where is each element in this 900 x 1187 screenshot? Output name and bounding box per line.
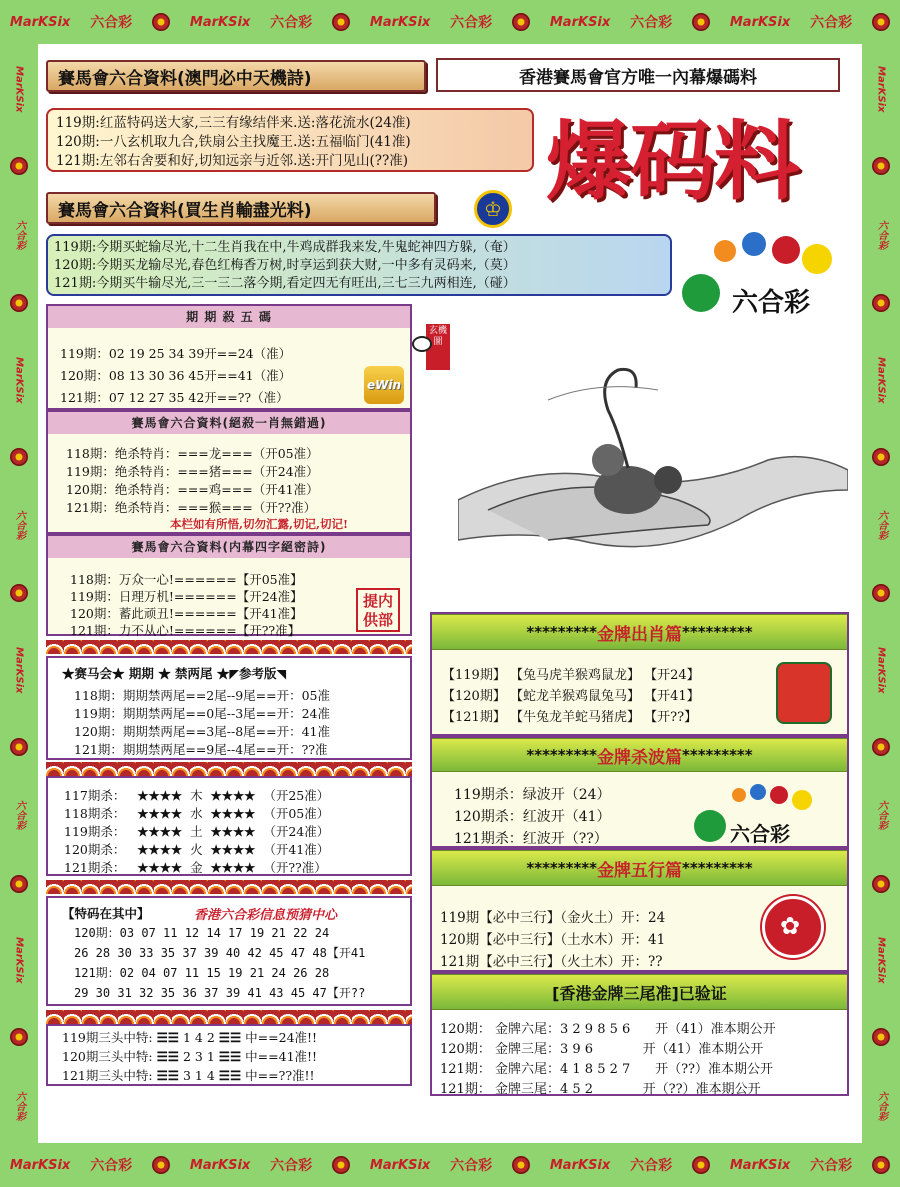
liuhecai-logo: 六合彩 [875, 219, 887, 250]
marksix-logo: MarKSix [189, 14, 251, 30]
gold-tail-row: 120期： 金牌三尾：3 9 6 开（41）准本期公开 [440, 1042, 764, 1057]
bauhinia-icon: ✿ [780, 912, 801, 940]
fourchar-row: 120期：蓄此顽丑!======【开41准】 [70, 606, 303, 621]
marksix-logo: MarKSix [729, 1157, 791, 1173]
flower-icon [872, 294, 890, 312]
kill5-title: 期 期 殺 五 碼 [48, 306, 410, 328]
poem-line: 120期:一八玄机取九合,铁扇公主找魔王.送:五福临门(41准) [56, 134, 411, 150]
liuhecai-logo: 六合彩 [450, 15, 493, 31]
flower-icon [872, 738, 890, 756]
lose-line: 121期:今期买牛输尽光,三一三二落今期,看定四无有旺出,三七三九两相连,（碰） [54, 276, 516, 291]
tail-row: 120期：期期禁两尾==3尾--8尾==开：41准 [74, 724, 331, 739]
liuhecai-logo: 六合彩 [630, 1158, 673, 1174]
flower-icon [872, 157, 890, 175]
special-row: 29 30 31 32 35 36 37 39 41 43 45 47【开?? [74, 986, 366, 1000]
element-row: 117期杀： ★★★★ 木 ★★★★ （开25准） [64, 788, 330, 803]
marksix-logo: MarKSix [13, 937, 25, 984]
element-row: 118期杀： ★★★★ 水 ★★★★ （开05准） [64, 806, 330, 821]
gold-wave-panel [430, 736, 849, 848]
marksix-logo: MarKSix [875, 356, 887, 404]
threehead-panel [46, 1024, 412, 1086]
marksix-logo: MarKSix [549, 14, 611, 30]
bottom-border [0, 1143, 900, 1187]
special-panel [46, 896, 412, 1006]
flower-icon [10, 157, 28, 175]
fourchar-row: 119期：日理万机!======【开24准】 [70, 589, 303, 604]
marksix-logo: MarKSix [369, 1157, 431, 1173]
gold-tail-row: 121期： 金牌三尾：4 5 2 开（??）准本期公开 [440, 1082, 761, 1097]
flower-icon [872, 1156, 890, 1174]
flower-icon [10, 1028, 28, 1046]
killzodiac-row: 121期：绝杀特肖：===猴===（开??准） [66, 500, 317, 515]
marksix-logo: MarKSix [189, 1157, 251, 1173]
liuhecai-logo: 六合彩 [13, 1090, 25, 1121]
monkey-illustration [458, 340, 848, 580]
xuanji-label: 玄機圖 [426, 324, 450, 370]
flower-icon [10, 875, 28, 893]
liuhecai-logo: 六合彩 [875, 800, 887, 831]
element-row: 119期杀： ★★★★ 土 ★★★★ （开24准） [64, 824, 330, 839]
gold-zodiac-panel [430, 612, 849, 736]
threehead-row: 119期三头中特: ☰☰ 1 4 2 ☰☰ 中==24准!! [62, 1030, 318, 1045]
scallop-divider [46, 640, 412, 654]
liuhecai-logo: 六合彩 [13, 800, 25, 831]
flower-icon [692, 13, 710, 31]
gold-five-row: 121期【必中三行】（火土木）开：?? [440, 954, 663, 970]
poem-line: 121期:左邻右舍要和好,切知远亲与近邻.送:开门见山(??准) [56, 153, 408, 169]
element-row: 120期杀： ★★★★ 火 ★★★★ （开41准） [64, 842, 330, 857]
tagline: 香港賽馬會官方唯一內幕爆碼料 [436, 58, 840, 92]
hand-icon [412, 336, 432, 352]
tail-row: 119期：期期禁两尾==0尾--3尾==开：24准 [74, 706, 331, 721]
fist-icon [776, 662, 832, 724]
gold-tail-row: 121期： 金牌六尾：4 1 8 5 2 7 开（??）准本期公开 [440, 1062, 774, 1077]
yellow-ball [792, 790, 812, 810]
blue-ball [750, 784, 766, 800]
gold-zodiac-row: 【120期】 【蛇龙羊猴鸡鼠兔马】 【开41】 [442, 689, 700, 704]
fourchar-title: 賽馬會六合資料(内幕四字絕密詩) [48, 536, 410, 558]
stamp: 提内供部 [356, 588, 400, 632]
liuhecai-logo: 六合彩 [875, 1090, 887, 1121]
green-ball [694, 810, 726, 842]
marksix-logo: MarKSix [13, 66, 25, 113]
flower-icon [872, 875, 890, 893]
threehead-row: 121期三头中特: ☰☰ 3 1 4 ☰☰ 中==??准!! [62, 1068, 315, 1083]
gold-wave-row: 119期杀：绿波开（24） [454, 787, 611, 803]
marksix-logo: MarKSix [13, 646, 25, 694]
emblem-icon: ♔ [474, 190, 512, 228]
main-sheet [38, 44, 862, 1143]
gold-five-row: 119期【必中三行】（金火土）开：24 [440, 910, 666, 926]
gold-tail-panel [430, 972, 849, 1096]
special-label: 【特码在其中】 [62, 906, 150, 921]
tail-row: 121期：期期禁两尾==9尾--4尾==开：??准 [74, 742, 328, 757]
flower-icon [512, 13, 530, 31]
flower-icon [10, 448, 28, 466]
fourchar-row: 118期：万众一心!======【开05准】 [70, 572, 303, 587]
fourchar-panel [46, 534, 412, 636]
liuhecai-text: 六合彩 [730, 822, 790, 846]
ewin-logo: eWin [364, 366, 404, 404]
liuhecai-logo: 六合彩 [810, 1158, 853, 1174]
killzodiac-row: 120期：绝杀特肖：===鸡===（开41准） [66, 482, 319, 497]
marksix-logo: MarKSix [9, 1157, 71, 1173]
liuhecai-logo: 六合彩 [630, 15, 673, 31]
lose-line: 119期:今期买蛇输尽光,十二生肖我在中,牛鸡成群我来发,牛鬼蛇神四方躲,（奄） [54, 240, 516, 255]
liuhecai-logo: 六合彩 [270, 15, 313, 31]
marksix-logo: MarKSix [729, 14, 791, 30]
lose-box [46, 234, 672, 296]
flower-icon [10, 738, 28, 756]
scallop-divider [46, 762, 412, 776]
kill5-row: 120期：08 13 30 36 45开==41（准） [60, 368, 292, 383]
kill5-panel [46, 304, 412, 410]
gold-tail-row: 120期： 金牌六尾：3 2 9 8 5 6 开（41）准本期公开 [440, 1022, 776, 1037]
gold-zodiac-row: 【121期】 【牛兔龙羊蛇马猪虎】 【开??】 [442, 710, 698, 725]
marksix-logo: MarKSix [369, 14, 431, 30]
top-border [0, 0, 900, 44]
gold-tail-title: [香港金牌三尾准]已验证 [432, 974, 847, 1010]
title-lose-all: 賽馬會六合資料(買生肖輸盡光料) [46, 192, 436, 224]
flower-icon [872, 584, 890, 602]
element-panel [46, 776, 412, 876]
liuhecai-logo: 六合彩 [875, 509, 887, 540]
killzodiac-row: 118期：绝杀特肖：===龙===（开05准） [66, 446, 319, 461]
fourchar-row: 121期：力不从心!======【开??准】 [70, 623, 301, 638]
special-row: 120期：03 07 11 12 14 17 19 21 22 24 [74, 926, 330, 940]
special-center: 香港六合彩信息预猜中心 [194, 908, 338, 923]
left-border [0, 44, 38, 1143]
threehead-row: 120期三头中特: ☰☰ 2 3 1 ☰☰ 中==41准!! [62, 1049, 318, 1064]
flower-icon [10, 294, 28, 312]
gold-five-panel [430, 848, 849, 972]
liuhecai-logo: 六合彩 [810, 15, 853, 31]
blue-ball [742, 232, 766, 256]
element-row: 121期杀： ★★★★ 金 ★★★★ （开??准） [64, 860, 327, 875]
kill5-row: 121期：07 12 27 35 42开==??（准） [60, 390, 289, 405]
special-row: 26 28 30 33 35 37 39 40 42 45 47 48【开41 [74, 946, 366, 960]
flower-icon [872, 1028, 890, 1046]
gold-five-row: 120期【必中三行】（土水木）开：41 [440, 932, 666, 948]
flower-icon [332, 13, 350, 31]
right-border [862, 44, 900, 1143]
kill5-row: 119期：02 19 25 34 39开==24（准） [60, 346, 292, 361]
marksix-logo: MarKSix [13, 356, 25, 404]
killzodiac-row: 119期：绝杀特肖：===猪===（开24准） [66, 464, 319, 479]
flower-icon [152, 13, 170, 31]
lose-line: 120期:今期买龙输尽光,春色红梅香万树,时享运到获大财,一中多有灵码来,（莫） [54, 258, 516, 273]
liuhecai-logo: 六合彩 [13, 509, 25, 540]
green-ball [682, 274, 720, 312]
gold-five-title: ********* 金牌五行篇 ********* [432, 850, 847, 886]
gold-zodiac-title: ********* 金牌出肖篇 ********* [432, 614, 847, 650]
flower-icon [512, 1156, 530, 1174]
killzodiac-title: 賽馬會六合資料(絕殺一肖無錯過) [48, 412, 410, 434]
gold-wave-row: 121期杀：红波开（??） [454, 831, 608, 847]
liuhecai-logo: 六合彩 [270, 1158, 313, 1174]
flower-icon [152, 1156, 170, 1174]
flower-icon [872, 448, 890, 466]
marksix-logo: MarKSix [875, 937, 887, 984]
yellow-ball [802, 244, 832, 274]
gold-wave-title: ********* 金牌杀波篇 ********* [432, 738, 847, 772]
red-ball [772, 236, 800, 264]
marksix-logo: MarKSix [9, 14, 71, 30]
liuhecai-logo: 六合彩 [90, 1158, 133, 1174]
scallop-divider [46, 880, 412, 894]
flower-icon [10, 584, 28, 602]
marksix-logo: MarKSix [875, 646, 887, 694]
poem-line: 119期:红蓝特码送大家,三三有缘结伴来.送:落花流水(24准) [56, 115, 411, 131]
liuhecai-text: 六合彩 [732, 288, 811, 318]
killzodiac-panel [46, 410, 412, 534]
flower-icon [872, 13, 890, 31]
tail-panel [46, 656, 412, 760]
orange-ball [732, 788, 746, 802]
marksix-logo: MarKSix [549, 1157, 611, 1173]
scallop-divider [46, 1010, 412, 1024]
title-macau-poem: 賽馬會六合資料(澳門必中天機詩) [46, 60, 426, 92]
gold-wave-row: 120期杀：红波开（41） [454, 809, 611, 825]
flower-icon [692, 1156, 710, 1174]
killzodiac-note: 本栏如有所悟,切勿汇露,切记,切记! [170, 517, 349, 531]
liuhecai-logo: 六合彩 [450, 1158, 493, 1174]
marksix-logo: MarKSix [875, 66, 887, 113]
tail-title: ★赛马会★ 期期 ★ 禁两尾 ★◤参考版◥ [62, 666, 287, 681]
special-row: 121期：02 04 07 11 15 19 21 24 26 28 [74, 966, 330, 980]
flower-icon [332, 1156, 350, 1174]
big-title: 爆码料 [546, 112, 798, 212]
liuhecai-logo: 六合彩 [13, 219, 25, 250]
tail-row: 118期：期期禁两尾==2尾--9尾==开：05准 [74, 688, 331, 703]
poem-box [46, 108, 534, 172]
orange-ball [714, 240, 736, 262]
gold-zodiac-row: 【119期】 【兔马虎羊猴鸡鼠龙】 【开24】 [442, 668, 700, 683]
liuhecai-logo: 六合彩 [90, 15, 133, 31]
red-ball [770, 786, 788, 804]
